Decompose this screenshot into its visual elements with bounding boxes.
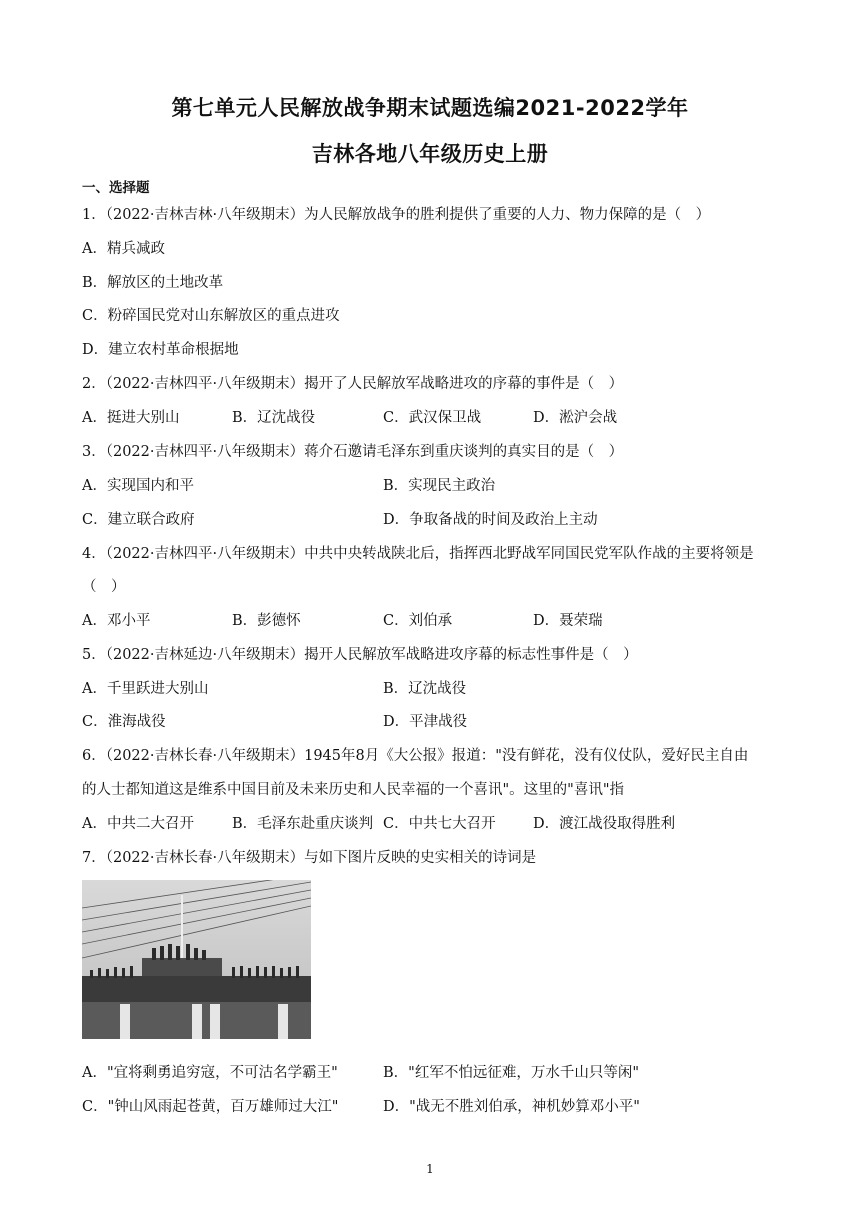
question-2-option-d: D．淞沪会战 <box>533 410 618 426</box>
question-5-stem: 5．（2022·吉林延边·八年级期末）揭开人民解放军战略进攻序幕的标志性事件是（ ） <box>82 647 638 663</box>
question-1-option-a: A．精兵减政 <box>82 241 165 257</box>
question-7-option-c: C．"钟山风雨起苍黄，百万雄师过大江" <box>82 1099 339 1115</box>
question-2-option-a: A．挺进大别山 <box>82 410 180 426</box>
question-6-stem: 6．（2022·吉林长春·八年级期末）1945年8月《大公报》报道："没有鲜花，没有仪仗队，爱好民主自由 <box>82 748 749 764</box>
question-2-option-b: B．辽沈战役 <box>232 410 316 426</box>
question-2-stem: 2．（2022·吉林四平·八年级期末）揭开了人民解放军战略进攻的序幕的事件是（ ） <box>82 376 624 392</box>
question-1-option-b: B．解放区的土地改革 <box>82 275 224 291</box>
question-4-option-b: B．彭德怀 <box>232 613 301 629</box>
photo-presidential-palace <box>82 880 311 1039</box>
question-1-option-c: C．粉碎国民党对山东解放区的重点进攻 <box>82 308 340 324</box>
question-4-stem-continued: （ ） <box>82 579 126 595</box>
question-2-option-c: C．武汉保卫战 <box>383 410 482 426</box>
document-title: 第七单元人民解放战争期末试题选编2021-2022学年 <box>171 96 689 120</box>
question-3-option-c: C．建立联合政府 <box>82 512 195 528</box>
document-subtitle: 吉林各地八年级历史上册 <box>311 142 549 166</box>
question-1-stem: 1．（2022·吉林吉林·八年级期末）为人民解放战争的胜利提供了重要的人力、物力保障的是（ ） <box>82 207 711 223</box>
question-3-stem: 3．（2022·吉林四平·八年级期末）蒋介石邀请毛泽东到重庆谈判的真实目的是（ ） <box>82 444 624 460</box>
question-4-stem: 4．（2022·吉林四平·八年级期末）中共中央转战陕北后，指挥西北野战军同国民党军队作战的主要将领是 <box>82 546 754 562</box>
question-6-option-a: A．中共二大召开 <box>82 816 194 832</box>
question-4-option-c: C．刘伯承 <box>383 613 453 629</box>
question-7-option-d: D．"战无不胜刘伯承，神机妙算邓小平" <box>383 1099 640 1115</box>
question-6-option-c: C．中共七大召开 <box>383 816 496 832</box>
question-5-option-a: A．千里跃进大别山 <box>82 681 209 697</box>
question-7-option-b: B．"红军不怕远征难，万水千山只等闲" <box>383 1065 639 1081</box>
question-5-option-b: B．辽沈战役 <box>383 681 467 697</box>
question-6-option-d: D．渡江战役取得胜利 <box>533 816 676 832</box>
section-heading: 一、选择题 <box>82 180 150 196</box>
question-7-option-a: A．"宜将剩勇追穷寇，不可沽名学霸王" <box>82 1065 338 1081</box>
question-5-option-c: C．淮海战役 <box>82 714 166 730</box>
question-4-option-a: A．邓小平 <box>82 613 151 629</box>
page-number: 1 <box>426 1162 434 1176</box>
question-3-option-d: D．争取备战的时间及政治上主动 <box>383 512 598 528</box>
question-6-option-b: B．毛泽东赴重庆谈判 <box>232 816 374 832</box>
question-4-option-d: D．聂荣瑞 <box>533 613 603 629</box>
question-1-option-d: D．建立农村革命根据地 <box>82 342 239 358</box>
question-3-option-b: B．实现民主政治 <box>383 478 496 494</box>
question-7-stem: 7．（2022·吉林长春·八年级期末）与如下图片反映的史实相关的诗词是 <box>82 850 537 866</box>
historical-photo <box>82 880 311 1039</box>
question-3-option-a: A．实现国内和平 <box>82 478 194 494</box>
question-5-option-d: D．平津战役 <box>383 714 468 730</box>
question-6-stem-continued: 的人士都知道这是维系中国目前及未来历史和人民幸福的一个喜讯"。这里的"喜讯"指 <box>82 782 625 798</box>
